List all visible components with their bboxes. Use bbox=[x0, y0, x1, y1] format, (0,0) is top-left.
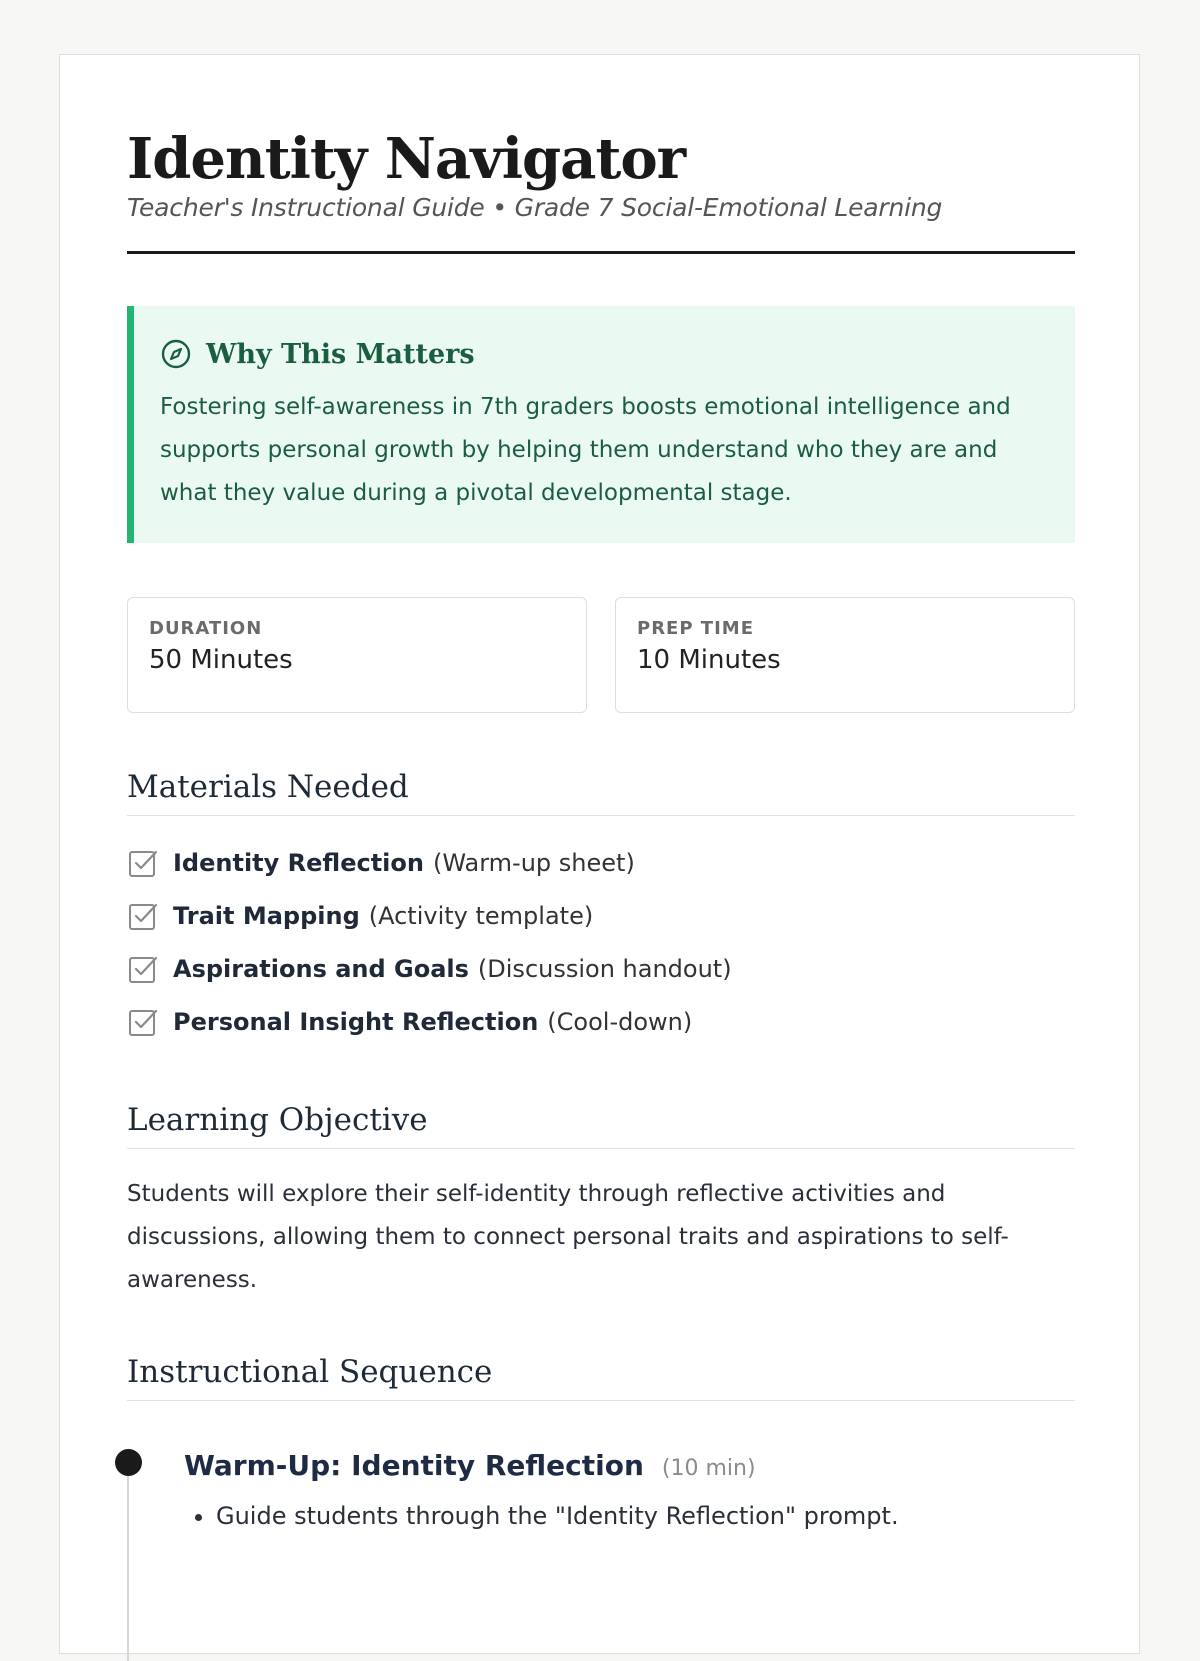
step-bullets bbox=[184, 1494, 1075, 1538]
timeline-line bbox=[127, 1461, 129, 1661]
section-heading: Learning Objective bbox=[127, 1102, 1075, 1149]
checkbox-checked-icon bbox=[127, 953, 159, 985]
list-item bbox=[127, 889, 1075, 942]
timeline-dot bbox=[115, 1449, 142, 1476]
checkbox-checked-icon bbox=[127, 1006, 159, 1038]
timeline bbox=[127, 1449, 1075, 1538]
material-note: (Warm-up sheet) bbox=[432, 848, 635, 877]
material-name: Trait Mapping bbox=[173, 901, 360, 930]
prep-time-card bbox=[615, 597, 1075, 713]
stat-value: 50 Minutes bbox=[149, 645, 293, 675]
section-heading: Instructional Sequence bbox=[127, 1354, 1075, 1401]
material-name: Personal Insight Reflection bbox=[173, 1007, 539, 1036]
compass-icon bbox=[160, 338, 192, 370]
page-title: Identity Navigator bbox=[127, 126, 686, 192]
guide-content bbox=[127, 127, 1075, 1538]
list-item: • Guide students through the "Identity Reflection" prompt. bbox=[216, 1494, 1075, 1538]
step-duration: (10 min) bbox=[661, 1456, 756, 1481]
stats-row bbox=[127, 597, 1075, 713]
checkbox-checked-icon bbox=[127, 900, 159, 932]
material-note: (Cool-down) bbox=[547, 1007, 693, 1036]
material-note: (Activity template) bbox=[368, 901, 594, 930]
list-item bbox=[127, 836, 1075, 889]
materials-list bbox=[127, 836, 1075, 1048]
sequence-section bbox=[127, 1354, 1075, 1538]
callout-title: Why This Matters bbox=[206, 338, 475, 370]
material-note: (Discussion handout) bbox=[477, 954, 732, 983]
material-name: Aspirations and Goals bbox=[173, 954, 469, 983]
callout-text: Fostering self-awareness in 7th graders boosts emotional intelligence and supports personal growth by helping them understand who they are and what they value during a pivotal developmental stage. bbox=[160, 394, 1011, 506]
objective-section bbox=[127, 1102, 1075, 1302]
callout-header bbox=[160, 338, 1045, 370]
stat-label: DURATION bbox=[149, 618, 263, 639]
guide-page bbox=[59, 54, 1140, 1654]
materials-section bbox=[127, 769, 1075, 1048]
stat-label: PREP TIME bbox=[637, 618, 754, 639]
list-item bbox=[127, 995, 1075, 1048]
step-title: Warm-Up: Identity Reflection bbox=[184, 1449, 644, 1482]
duration-card bbox=[127, 597, 587, 713]
stat-value: 10 Minutes bbox=[637, 645, 781, 675]
list-item bbox=[127, 942, 1075, 995]
section-heading: Materials Needed bbox=[127, 769, 1075, 816]
step-header bbox=[184, 1449, 1075, 1482]
title-divider bbox=[127, 251, 1075, 254]
objective-text: Students will explore their self-identity through reflective activities and discussions, allowing them to connect personal traits and aspirations to self-awareness. bbox=[127, 1181, 1009, 1293]
checkbox-checked-icon bbox=[127, 847, 159, 879]
why-this-matters-callout bbox=[127, 306, 1075, 543]
material-name: Identity Reflection bbox=[173, 848, 424, 877]
page-subtitle: Teacher's Instructional Guide • Grade 7 Social-Emotional Learning bbox=[127, 193, 943, 222]
